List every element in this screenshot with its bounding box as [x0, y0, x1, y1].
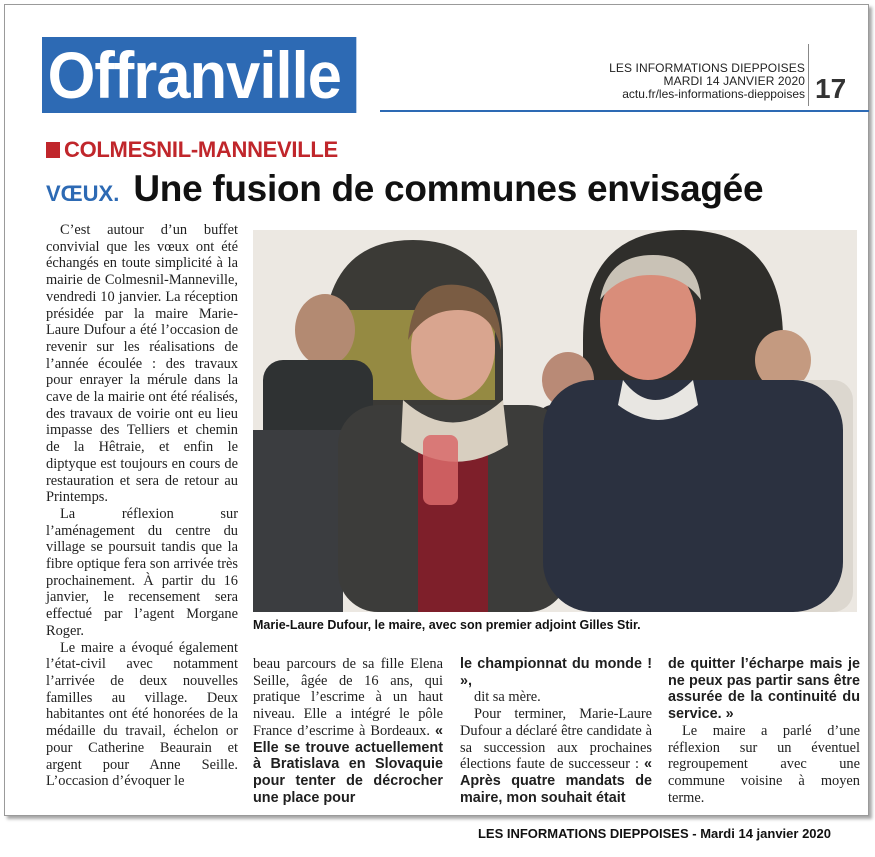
- publication-name: LES INFORMATIONS DIEPPOISES: [609, 61, 805, 75]
- article-paragraph: C’est autour d’un buffet convivial que les vœux ont été échangés en toute simplicité à la mairie de Colmesnil-Manneville, vendredi 10 janvier. La réception présidée par la maire Marie-Laure Dufour a été l’occasion de revenir sur les réalisations de l’année écoulée : des travaux pour enrayer la mérule dans la cave de la mairie ont été réalisés, des travaux de voirie ont eu lieu impasse des Telliers et chemin de la Hêtraie, et enfin le diptyque est toujours en cours de restauration et sera de retour au Printemps.: [46, 222, 238, 506]
- page-number: 17: [815, 73, 847, 104]
- headline-kicker: VŒUX.: [46, 181, 120, 206]
- article-column-2: [253, 656, 443, 806]
- article-quote: de quitter l’écharpe mais je ne peux pas partir sans être assurée de la continuité du service. »: [668, 656, 860, 723]
- article-quote: « Elle se trouve actuellement à Bratislava en Slovaquie pour tenter de décrocher une place pour: [253, 722, 443, 806]
- article-paragraph: [460, 706, 652, 806]
- headline-title: Une fusion de communes envisagée: [133, 168, 764, 209]
- photo-illustration: [253, 230, 857, 612]
- masthead-rule: [380, 110, 869, 112]
- section-square-icon: [46, 142, 60, 158]
- article-column-1: [46, 222, 238, 790]
- article-quote: « Après quatre mandats de maire, mon souhait était: [460, 756, 652, 806]
- article-photo: [253, 230, 857, 612]
- section-label: [46, 137, 338, 163]
- article-paragraph: Le maire a évoqué également l’état-civil avec notamment l’arrivée de deux nouvelles familles au village. Deux habitantes ont été honorées de la médaille du travail, échelon or pour Catherine Beaurain et argent pour Anne Seille. L’occasion d’évoquer le: [46, 639, 238, 790]
- article-column-4: [668, 656, 860, 806]
- article-text: Pour terminer, Marie-Laure Dufour a déclaré être candidate à sa succession aux prochaines élections faute de successeur :: [460, 706, 652, 773]
- photo-caption: Marie-Laure Dufour, le maire, avec son premier adjoint Gilles Stir.: [253, 618, 641, 632]
- publication-date: MARDI 14 JANVIER 2020: [663, 74, 805, 88]
- publication-url: actu.fr/les-informations-dieppoises: [622, 87, 805, 101]
- page-number-divider: [808, 44, 809, 106]
- footer-credit: LES INFORMATIONS DIEPPOISES - Mardi 14 janvier 2020: [477, 826, 831, 841]
- article-paragraph: Le maire a parlé d’une réflexion sur un éventuel regroupement avec une commune voisine à moyen terme.: [668, 722, 860, 806]
- article-text: beau parcours de sa fille Elena Seille, âgée de 16 ans, qui pratique l’escrime à un haut niveau. Elle a intégré le pôle France d’escrime à Bordeaux.: [253, 656, 443, 739]
- article-quote: le championnat du monde ! »,: [460, 656, 652, 689]
- article-paragraph: [253, 656, 443, 806]
- article-column-3: [460, 656, 652, 806]
- publication-info: [609, 62, 805, 101]
- masthead-town: Offranville: [42, 37, 356, 113]
- section-label-text: COLMESNIL-MANNEVILLE: [64, 137, 338, 162]
- headline-row: [46, 168, 763, 210]
- article-paragraph: dit sa mère.: [474, 689, 541, 706]
- article-paragraph: La réflexion sur l’aménagement du centre du village se poursuit tandis que la fibre optique fera son arrivée très prochainement. À partir du 16 janvier, le recensement sera effectué par l’agent Morgane Roger.: [46, 505, 238, 639]
